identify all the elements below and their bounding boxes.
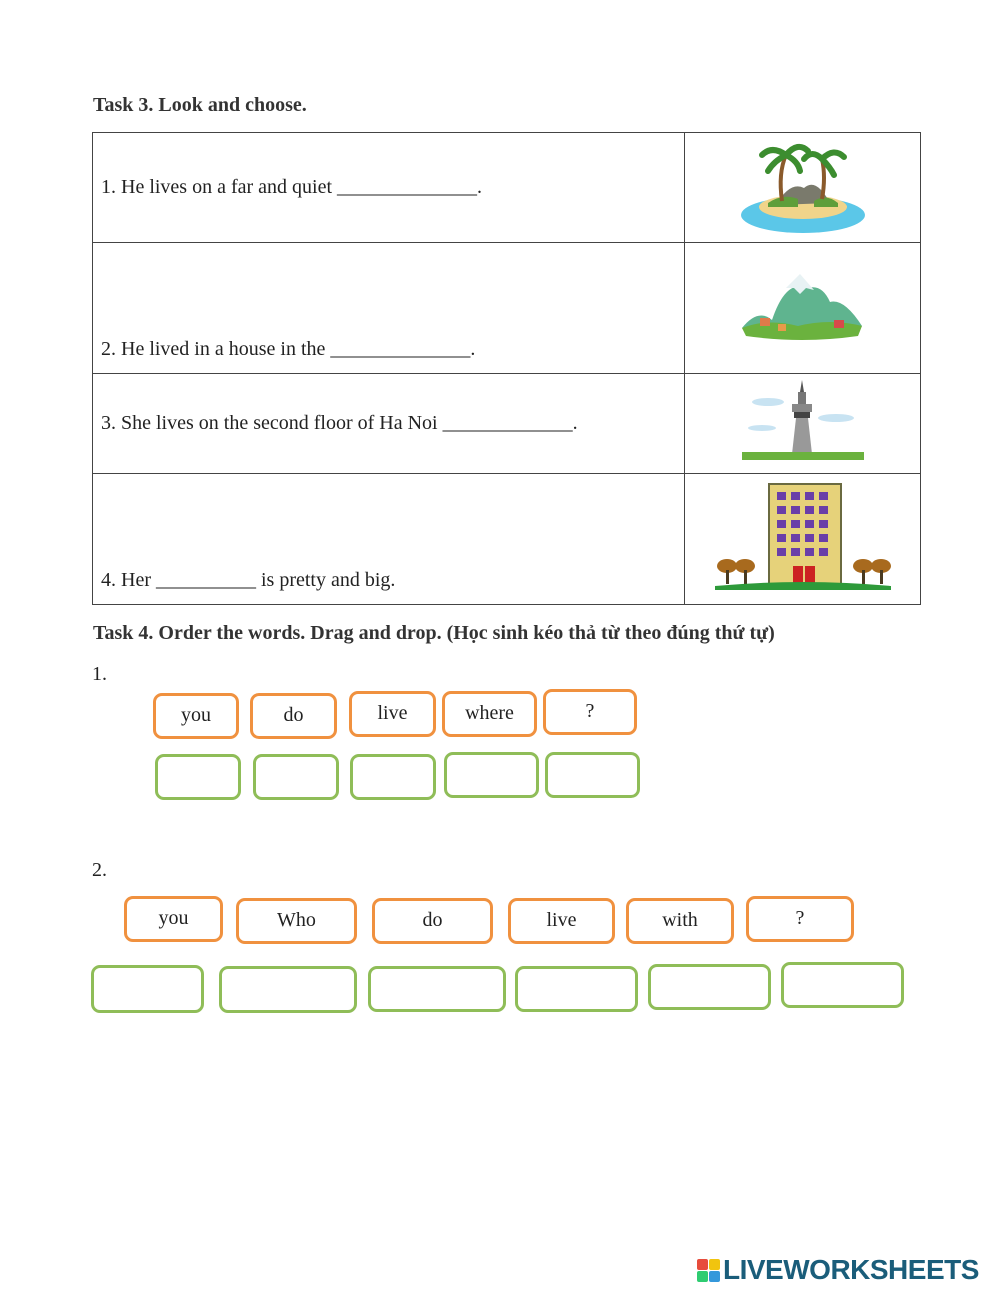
word-question-mark[interactable]: ?	[543, 689, 637, 735]
logo-text: LIVEWORKSHEETS	[723, 1254, 979, 1285]
task3-row-1	[93, 133, 921, 243]
word-where[interactable]: where	[442, 691, 537, 737]
drop-slot[interactable]	[545, 752, 640, 798]
question-3-text: 3. She lives on the second floor of Ha Noi _____________.	[101, 412, 578, 434]
exercise-2-number: 2.	[92, 859, 107, 881]
drop-slot[interactable]	[253, 754, 339, 800]
drop-slot[interactable]	[350, 754, 436, 800]
word-do[interactable]: do	[250, 693, 337, 739]
word-you[interactable]: you	[124, 896, 223, 942]
picture-cell	[685, 474, 921, 605]
word-question-mark[interactable]: ?	[746, 896, 854, 942]
task3-title: Task 3. Look and choose.	[93, 94, 307, 116]
word-you[interactable]: you	[153, 693, 239, 739]
word-live[interactable]: live	[508, 898, 615, 944]
task3-row-2	[93, 243, 921, 374]
question-cell	[93, 374, 685, 474]
drop-slot[interactable]	[648, 964, 771, 1010]
picture-cell	[685, 243, 921, 374]
task3-row-3	[93, 374, 921, 474]
picture-cell	[685, 133, 921, 243]
task4-title: Task 4. Order the words. Drag and drop. (Học sinh kéo thả từ theo đúng thứ tự)	[93, 622, 775, 644]
drop-slot[interactable]	[155, 754, 241, 800]
question-cell	[93, 243, 685, 374]
task3-table	[92, 132, 921, 605]
word-do[interactable]: do	[372, 898, 493, 944]
question-cell	[93, 133, 685, 243]
building-picture	[713, 482, 893, 592]
question-1-text: 1. He lives on a far and quiet ______________.	[101, 176, 483, 198]
logo-icon	[697, 1259, 720, 1282]
island-picture	[738, 133, 868, 237]
drop-slot[interactable]	[515, 966, 638, 1012]
liveworksheets-logo	[697, 1255, 979, 1285]
drop-slot[interactable]	[444, 752, 539, 798]
picture-cell	[685, 374, 921, 474]
task3-row-4	[93, 474, 921, 605]
drop-slot[interactable]	[368, 966, 506, 1012]
word-who[interactable]: Who	[236, 898, 357, 944]
drop-slot[interactable]	[781, 962, 904, 1008]
question-cell	[93, 474, 685, 605]
drop-slot[interactable]	[91, 965, 204, 1013]
question-4-text: 4. Her __________ is pretty and big.	[101, 569, 396, 591]
tower-picture	[738, 378, 868, 464]
word-with[interactable]: with	[626, 898, 734, 944]
question-2-text: 2. He lived in a house in the ______________.	[101, 338, 476, 360]
exercise-1-number: 1.	[92, 663, 107, 685]
word-live[interactable]: live	[349, 691, 436, 737]
mountains-picture	[738, 268, 868, 344]
drop-slot[interactable]	[219, 966, 357, 1013]
